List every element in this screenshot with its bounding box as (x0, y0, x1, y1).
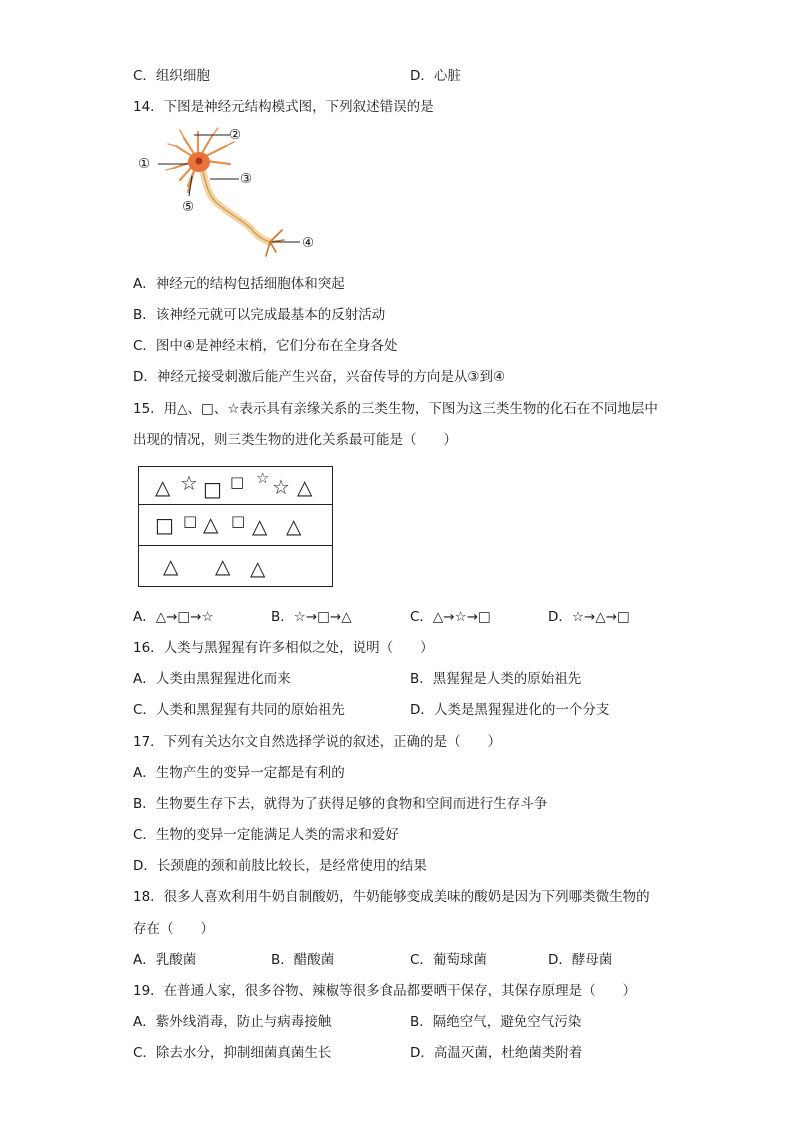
q18-option-c: C．葡萄球菌 (410, 952, 487, 968)
fossil-symbol: □ (203, 477, 222, 501)
fossil-symbol: □ (230, 473, 245, 491)
q18-option-d: D．酵母菌 (548, 952, 613, 968)
q18-stem-line1: 18．很多人喜欢利用牛奶自制酸奶，牛奶能够变成美味的酸奶是因为下列哪类微生物的 (133, 889, 650, 905)
q19-option-b: B．隔绝空气，避免空气污染 (410, 1014, 582, 1030)
q19-option-d: D．高温灭菌，杜绝菌类附着 (410, 1045, 583, 1061)
fossil-symbol: △ (252, 514, 268, 538)
fossil-symbol: ☆ (180, 471, 198, 495)
fossil-symbol: △ (286, 514, 302, 538)
q17-option-c: C．生物的变异一定能满足人类的需求和爱好 (133, 827, 399, 843)
q19-option-c: C．除去水分，抑制细菌真菌生长 (133, 1045, 332, 1061)
q16-option-c: C．人类和黑猩猩有共同的原始祖先 (133, 702, 345, 718)
neuron-label-1: ① (138, 156, 151, 172)
q18-option-a: A．乳酸菌 (133, 952, 197, 968)
q15-option-a: A．△→□→☆ (133, 609, 214, 625)
q15-option-d: D．☆→△→□ (548, 609, 630, 625)
q16-stem: 16．人类与黑猩猩有许多相似之处，说明（ ） (133, 640, 434, 656)
fossil-symbol: △ (155, 475, 171, 499)
q14-option-d: D．神经元接受刺激后能产生兴奋，兴奋传导的方向是从③到④ (133, 369, 506, 385)
q14-option-c: C．图中④是神经末梢，它们分布在全身各处 (133, 338, 398, 354)
fossil-symbol: △ (215, 554, 231, 578)
neuron-label-5: ⑤ (182, 199, 195, 215)
q18-option-b: B．醋酸菌 (271, 952, 335, 968)
q16-option-a: A．人类由黑猩猩进化而来 (133, 671, 291, 687)
neuron-figure (136, 124, 326, 262)
q17-stem: 17．下列有关达尔文自然选择学说的叙述，正确的是（ ） (133, 734, 502, 750)
q18-stem-line2: 存在（ ） (133, 921, 214, 937)
q15-stem-line2: 出现的情况，则三类生物的进化关系最可能是（ ） (133, 432, 457, 448)
fossil-symbol: □ (183, 512, 198, 530)
stratum-bottom (139, 546, 333, 587)
q17-option-d: D．长颈鹿的颈和前肢比较长，是经常使用的结果 (133, 858, 427, 874)
q17-option-b: B．生物要生存下去，就得为了获得足够的食物和空间而进行生存斗争 (133, 796, 548, 812)
fossil-symbol: △ (163, 554, 179, 578)
neuron-label-2: ② (229, 127, 242, 143)
fossil-symbol: △ (250, 556, 266, 580)
fossil-symbol: ☆ (256, 469, 270, 487)
q15-option-b: B．☆→□→△ (271, 609, 352, 625)
neuron-label-3: ③ (240, 171, 253, 187)
neuron-diagram (136, 124, 326, 262)
stratum-middle (139, 505, 333, 546)
fossil-symbol: △ (297, 475, 313, 499)
q13-option-d: D．心脏 (410, 68, 461, 84)
q14-stem: 14．下图是神经元结构模式图，下列叙述错误的是 (133, 99, 434, 115)
fossil-symbol: ☆ (272, 475, 290, 499)
neuron-label-4: ④ (302, 235, 315, 251)
q19-option-a: A．紫外线消毒，防止与病毒接触 (133, 1014, 332, 1030)
q19-stem: 19．在普通人家，很多谷物、辣椒等很多食品都要晒干保存，其保存原理是（ ） (133, 983, 637, 999)
q13-option-c: C．组织细胞 (133, 68, 210, 84)
fossil-symbol: △ (203, 512, 219, 536)
q15-option-c: C．△→☆→□ (410, 609, 491, 625)
q16-option-d: D．人类是黑猩猩进化的一个分支 (410, 702, 610, 718)
fossil-strata-table (138, 466, 333, 587)
stratum-top (139, 467, 333, 505)
q14-option-b: B．该神经元就可以完成最基本的反射活动 (133, 307, 386, 323)
fossil-symbol: □ (155, 513, 174, 537)
q15-stem-line1: 15．用△、□、☆表示具有亲缘关系的三类生物，下图为这三类生物的化石在不同地层中 (133, 401, 658, 417)
q14-option-a: A．神经元的结构包括细胞体和突起 (133, 276, 345, 292)
q17-option-a: A．生物产生的变异一定都是有利的 (133, 765, 345, 781)
fossil-symbol: □ (231, 512, 246, 530)
q16-option-b: B．黑猩猩是人类的原始祖先 (410, 671, 582, 687)
